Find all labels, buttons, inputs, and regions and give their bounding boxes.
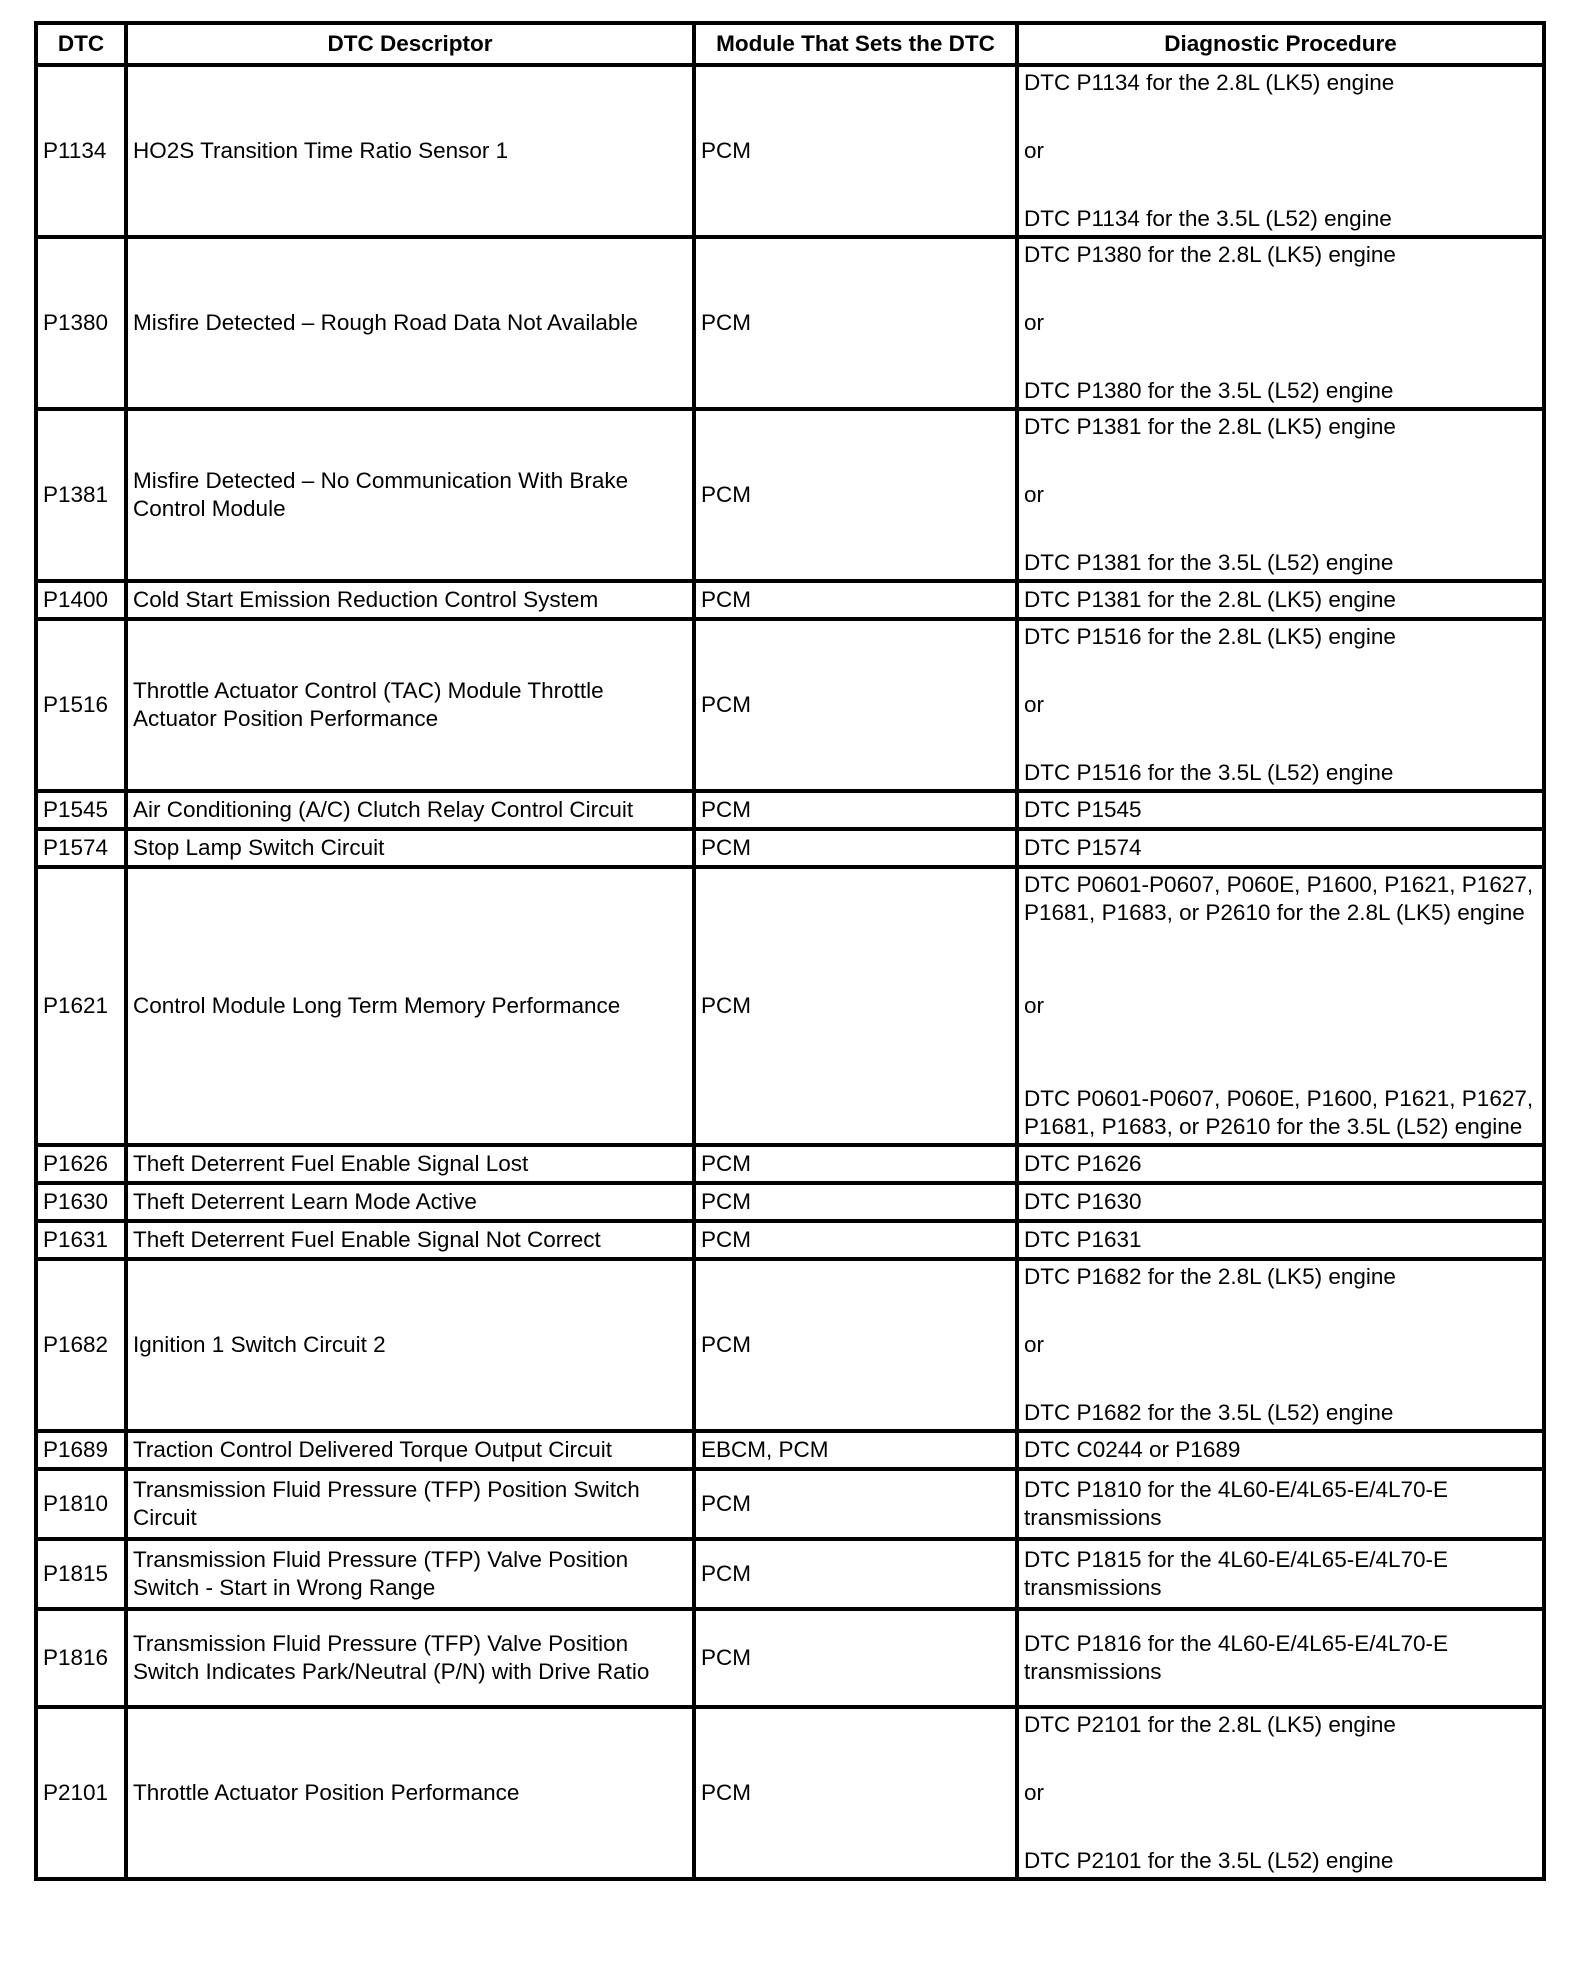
table-row [36,867,1544,1145]
procedure-or-text: or [1024,138,1045,163]
table-row [36,1221,1544,1259]
procedure-lines [1024,1263,1537,1427]
dtc-descriptor-cell: Transmission Fluid Pressure (TFP) Position Switch Circuit [126,1469,694,1539]
module-cell: EBCM, PCM [694,1431,1017,1469]
dtc-code-cell: P2101 [36,1707,126,1879]
procedure-line: DTC P1545 [1024,797,1142,822]
procedure-or-text: or [1024,310,1045,335]
dtc-descriptor-cell: Traction Control Delivered Torque Output Circuit [126,1431,694,1469]
module-cell: PCM [694,1221,1017,1259]
procedure-line: DTC P1134 for the 3.5L (L52) engine [1024,206,1392,231]
table-row [36,65,1544,237]
procedure-lines [1024,1711,1537,1875]
procedure-line: DTC P1816 for the 4L60-E/4L65-E/4L70-E transmissions [1024,1631,1449,1684]
procedure-lines [1024,241,1537,405]
table-row [36,829,1544,867]
dtc-descriptor-cell: Stop Lamp Switch Circuit [126,829,694,867]
dtc-code-cell: P1574 [36,829,126,867]
procedure-line: DTC P1516 for the 2.8L (LK5) engine [1024,624,1396,649]
procedure-lines [1024,623,1537,787]
diagnostic-procedure-cell [1017,1469,1544,1539]
diagnostic-procedure-cell [1017,409,1544,581]
module-cell: PCM [694,791,1017,829]
dtc-code-cell: P1516 [36,619,126,791]
diagnostic-procedure-cell [1017,1609,1544,1707]
table-row [36,1431,1544,1469]
table-row [36,1707,1544,1879]
procedure-line: DTC P0601-P0607, P060E, P1600, P1621, P1627, P1681, P1683, or P2610 for the 2.8L (LK5) engine [1024,872,1534,925]
procedure-or-text: or [1024,1780,1045,1805]
table-row [36,619,1544,791]
procedure-line: DTC P2101 for the 3.5L (L52) engine [1024,1848,1394,1873]
procedure-line: DTC P1626 [1024,1151,1142,1176]
procedure-or-text: or [1024,1332,1045,1357]
dtc-descriptor-cell: Theft Deterrent Fuel Enable Signal Not Correct [126,1221,694,1259]
module-cell: PCM [694,1707,1017,1879]
procedure-line: DTC P1810 for the 4L60-E/4L65-E/4L70-E transmissions [1024,1477,1449,1530]
procedure-line: DTC P1630 [1024,1189,1142,1214]
dtc-code-cell: P1630 [36,1183,126,1221]
dtc-code-cell: P1134 [36,65,126,237]
module-cell: PCM [694,1469,1017,1539]
dtc-descriptor-cell: Transmission Fluid Pressure (TFP) Valve Position Switch - Start in Wrong Range [126,1539,694,1609]
dtc-descriptor-cell: Transmission Fluid Pressure (TFP) Valve Position Switch Indicates Park/Neutral (P/N) with Drive Ratio [126,1609,694,1707]
dtc-code-cell: P1380 [36,237,126,409]
module-cell: PCM [694,1183,1017,1221]
table-row [36,1259,1544,1431]
module-cell: PCM [694,1539,1017,1609]
diagnostic-procedure-cell [1017,237,1544,409]
procedure-line: DTC P1134 for the 2.8L (LK5) engine [1024,70,1395,95]
module-cell: PCM [694,237,1017,409]
dtc-descriptor-cell: Control Module Long Term Memory Performance [126,867,694,1145]
dtc-descriptor-cell: Misfire Detected – No Communication With Brake Control Module [126,409,694,581]
table-row [36,1609,1544,1707]
dtc-code-cell: P1626 [36,1145,126,1183]
diagnostic-procedure-cell [1017,65,1544,237]
dtc-code-cell: P1381 [36,409,126,581]
dtc-descriptor-cell: Air Conditioning (A/C) Clutch Relay Control Circuit [126,791,694,829]
diagnostic-procedure-cell [1017,1431,1544,1469]
table-row [36,1539,1544,1609]
procedure-line: DTC P1574 [1024,835,1142,860]
table-row [36,1469,1544,1539]
header-dtc-descriptor: DTC Descriptor [126,23,694,65]
dtc-code-cell: P1815 [36,1539,126,1609]
dtc-code-cell: P1816 [36,1609,126,1707]
dtc-descriptor-cell: HO2S Transition Time Ratio Sensor 1 [126,65,694,237]
diagnostic-procedure-cell [1017,1221,1544,1259]
module-cell: PCM [694,867,1017,1145]
dtc-code-cell: P1400 [36,581,126,619]
header-dtc: DTC [36,23,126,65]
procedure-line: DTC P1380 for the 3.5L (L52) engine [1024,378,1394,403]
dtc-code-cell: P1621 [36,867,126,1145]
module-cell: PCM [694,1145,1017,1183]
procedure-lines [1024,871,1537,1141]
dtc-code-cell: P1545 [36,791,126,829]
table-row [36,1145,1544,1183]
diagnostic-procedure-cell [1017,581,1544,619]
procedure-or-text: or [1024,692,1045,717]
dtc-descriptor-cell: Throttle Actuator Control (TAC) Module Throttle Actuator Position Performance [126,619,694,791]
procedure-lines [1024,413,1537,577]
header-module: Module That Sets the DTC [694,23,1017,65]
procedure-line: DTC P1381 for the 2.8L (LK5) engine [1024,587,1396,612]
procedure-line: DTC P1380 for the 2.8L (LK5) engine [1024,242,1396,267]
procedure-lines [1024,69,1537,233]
diagnostic-procedure-cell [1017,1183,1544,1221]
procedure-line: DTC P1516 for the 3.5L (L52) engine [1024,760,1394,785]
procedure-line: DTC P1682 for the 3.5L (L52) engine [1024,1400,1394,1425]
procedure-or-text: or [1024,482,1045,507]
dtc-descriptor-cell: Theft Deterrent Learn Mode Active [126,1183,694,1221]
diagnostic-procedure-cell [1017,619,1544,791]
module-cell: PCM [694,581,1017,619]
diagnostic-procedure-cell [1017,1539,1544,1609]
module-cell: PCM [694,1609,1017,1707]
procedure-line: DTC P1381 for the 2.8L (LK5) engine [1024,414,1396,439]
diagnostic-procedure-cell [1017,867,1544,1145]
dtc-descriptor-cell: Cold Start Emission Reduction Control System [126,581,694,619]
table-row [36,791,1544,829]
table-header-row [36,23,1544,65]
module-cell: PCM [694,829,1017,867]
diagnostic-procedure-cell [1017,1707,1544,1879]
diagnostic-procedure-cell [1017,829,1544,867]
module-cell: PCM [694,409,1017,581]
diagnostic-procedure-cell [1017,1259,1544,1431]
procedure-line: DTC P0601-P0607, P060E, P1600, P1621, P1627, P1681, P1683, or P2610 for the 3.5L (L52) engine [1024,1086,1534,1139]
dtc-code-cell: P1682 [36,1259,126,1431]
dtc-descriptor-cell: Ignition 1 Switch Circuit 2 [126,1259,694,1431]
procedure-line: DTC C0244 or P1689 [1024,1437,1241,1462]
dtc-code-cell: P1810 [36,1469,126,1539]
table-row [36,237,1544,409]
dtc-table-page [34,21,1542,1881]
procedure-line: DTC P2101 for the 2.8L (LK5) engine [1024,1712,1396,1737]
dtc-descriptor-cell: Misfire Detected – Rough Road Data Not Available [126,237,694,409]
module-cell: PCM [694,1259,1017,1431]
table-row [36,409,1544,581]
module-cell: PCM [694,65,1017,237]
diagnostic-procedure-cell [1017,1145,1544,1183]
procedure-line: DTC P1815 for the 4L60-E/4L65-E/4L70-E transmissions [1024,1547,1449,1600]
table-row [36,581,1544,619]
dtc-descriptor-cell: Theft Deterrent Fuel Enable Signal Lost [126,1145,694,1183]
procedure-or-text: or [1024,993,1045,1018]
dtc-code-cell: P1631 [36,1221,126,1259]
dtc-code-cell: P1689 [36,1431,126,1469]
header-diagnostic-procedure: Diagnostic Procedure [1017,23,1544,65]
procedure-line: DTC P1631 [1024,1227,1142,1252]
dtc-descriptor-cell: Throttle Actuator Position Performance [126,1707,694,1879]
module-cell: PCM [694,619,1017,791]
table-row [36,1183,1544,1221]
dtc-table [34,21,1546,1881]
diagnostic-procedure-cell [1017,791,1544,829]
procedure-line: DTC P1381 for the 3.5L (L52) engine [1024,550,1394,575]
procedure-line: DTC P1682 for the 2.8L (LK5) engine [1024,1264,1396,1289]
